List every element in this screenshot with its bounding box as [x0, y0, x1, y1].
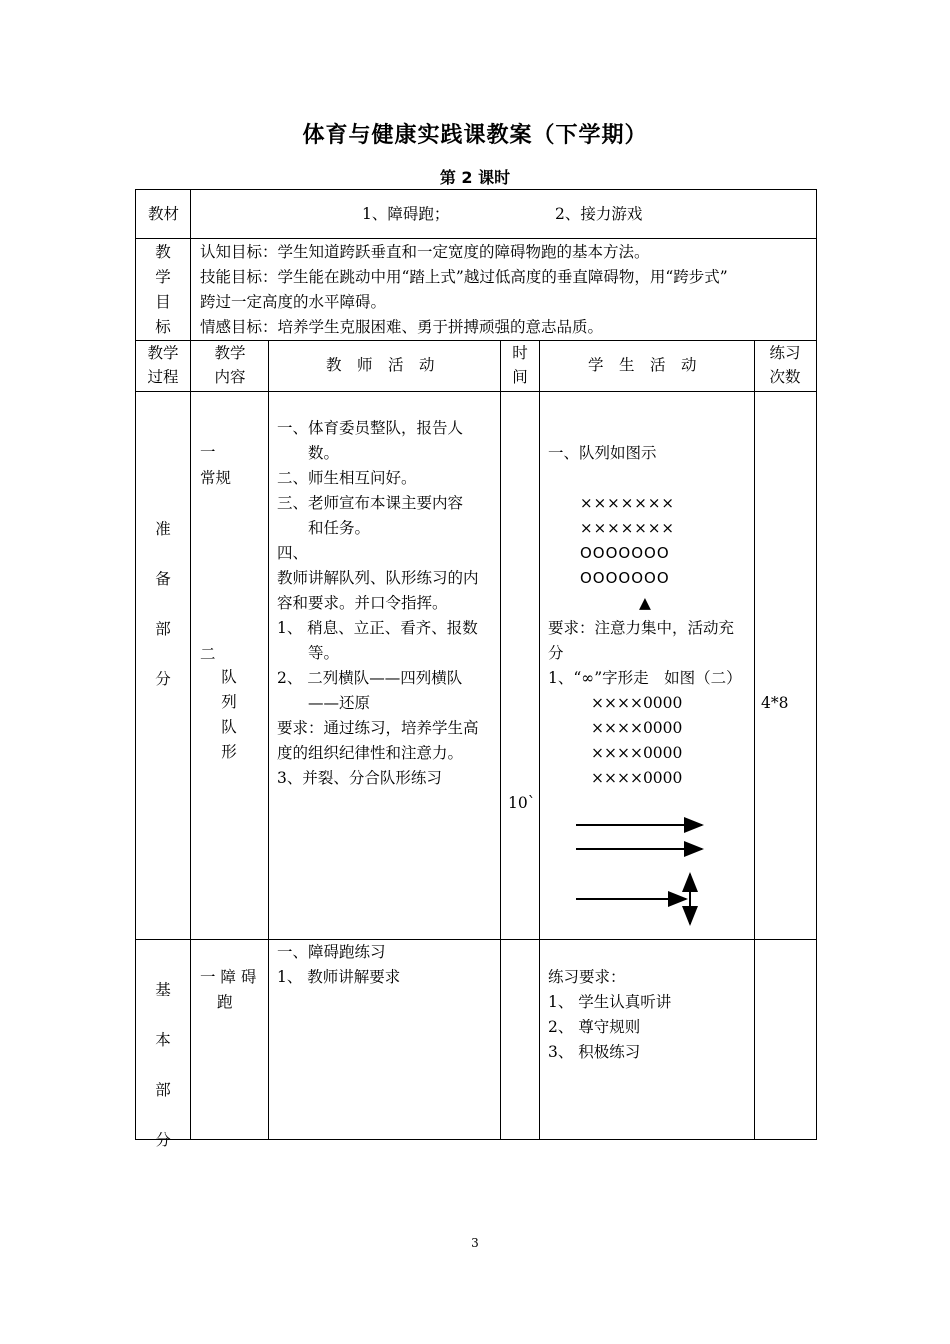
objective-skill: 技能目标：学生能在跳动中用“踏上式”越过低高度的垂直障碍物，用“跨步式”	[200, 268, 728, 286]
teacher-line: 度的组织纪律性和注意力。	[277, 744, 464, 762]
teacher-line: 容和要求。并口令指挥。	[277, 594, 448, 612]
prep-content-routine: 常规	[200, 469, 232, 487]
figure-row: ××××0000	[591, 769, 683, 787]
prep-content-routine-num: 一	[200, 443, 216, 461]
formation-row-circles: OOOOOOO	[580, 569, 670, 587]
basic-student-line: 2、 尊守规则	[548, 1018, 641, 1036]
basic-teacher-line: 1、 教师讲解要求	[277, 968, 401, 986]
teacher-line: 等。	[277, 644, 340, 662]
row-divider	[135, 391, 817, 392]
col-divider	[268, 340, 269, 1140]
figure-row: ××××0000	[591, 694, 683, 712]
basic-teacher-line: 一、障碍跑练习	[277, 943, 386, 961]
prep-content-formation: 队 列 队 形	[221, 668, 237, 761]
basic-student-line: 练习要求：	[548, 968, 626, 986]
formation-row-students: ×××××××	[580, 519, 675, 537]
objective-cognitive: 认知目标：学生知道跨跃垂直和一定宽度的障碍物跑的基本方法。	[200, 243, 650, 261]
objectives-label: 教 学 目 标	[155, 243, 171, 336]
page-number: 3	[471, 1236, 479, 1250]
materials-label: 教材	[148, 205, 180, 223]
header-reps: 练习 次数	[769, 344, 801, 386]
basic-student-line: 3、 积极练习	[548, 1043, 641, 1061]
formation-row-students: ×××××××	[580, 494, 675, 512]
material-item-2: 2、接力游戏	[555, 205, 643, 223]
figure-row: ××××0000	[591, 719, 683, 737]
movement-arrows-diagram	[570, 812, 730, 932]
col-divider	[190, 189, 191, 1140]
teacher-line: ——还原	[277, 694, 371, 712]
teacher-line: 四、	[277, 544, 309, 562]
teacher-line: 2、 二列横队——四列横队	[277, 669, 463, 687]
col-divider	[500, 340, 501, 1140]
prep-time: 10`	[508, 794, 536, 812]
teacher-line: 一、体育委员整队，报告人	[277, 419, 464, 437]
objective-skill-cont: 跨过一定高度的水平障碍。	[200, 293, 387, 311]
header-teacher-activity: 教 师 活 动	[326, 356, 435, 374]
header-student-activity: 学 生 活 动	[588, 356, 697, 374]
teacher-line: 二、师生相互问好。	[277, 469, 417, 487]
basic-content-cont: 跑	[217, 993, 233, 1011]
col-divider	[754, 340, 755, 1140]
student-intro: 一、队列如图示	[548, 444, 657, 462]
figure-eight-diagram	[591, 691, 682, 791]
student-requirement-cont: 分	[548, 644, 564, 662]
row-divider	[135, 238, 817, 239]
prep-section-label: 准 备 部 分	[155, 520, 171, 688]
header-time: 时 间	[512, 344, 528, 386]
material-item-1: 1、障碍跑；	[362, 205, 450, 223]
teacher-line: 要求：通过练习，培养学生高	[277, 719, 479, 737]
teacher-line: 数。	[277, 444, 340, 462]
teacher-line: 教师讲解队列、队形练习的内	[277, 569, 479, 587]
lesson-number: 第 2 课时	[439, 168, 511, 187]
row-divider	[135, 939, 817, 940]
basic-section-label: 基 本 部 分	[155, 981, 171, 1149]
figure-row: ××××0000	[591, 744, 683, 762]
document-title: 体育与健康实践课教案（下学期）	[302, 123, 648, 148]
formation-row-circles: OOOOOOO	[580, 544, 670, 562]
formation-diagram	[580, 491, 675, 591]
prep-content-formation-num: 二	[200, 645, 216, 663]
header-content: 教学 内容	[214, 344, 246, 386]
teacher-line: 1、 稍息、立正、看齐、报数	[277, 619, 478, 637]
objective-affective: 情感目标：培养学生克服困难、勇于拼搏顽强的意志品质。	[200, 318, 604, 336]
teacher-position-triangle: ▲	[639, 594, 651, 612]
prep-teacher-activity	[277, 416, 497, 791]
header-process: 教学 过程	[147, 344, 179, 386]
basic-student-line: 1、 学生认真听讲	[548, 993, 672, 1011]
student-requirement: 要求：注意力集中，活动充	[548, 619, 735, 637]
basic-content: 一 障 碍	[200, 968, 257, 986]
teacher-line: 三、老师宣布本课主要内容	[277, 494, 464, 512]
teacher-line: 和任务。	[277, 519, 371, 537]
teacher-line: 3、并裂、分合队形练习	[277, 769, 442, 787]
col-divider	[539, 340, 540, 1140]
figure-eight-caption: 1、“∞”字形走 如图（二）	[548, 669, 742, 687]
prep-reps: 4*8	[761, 694, 789, 712]
